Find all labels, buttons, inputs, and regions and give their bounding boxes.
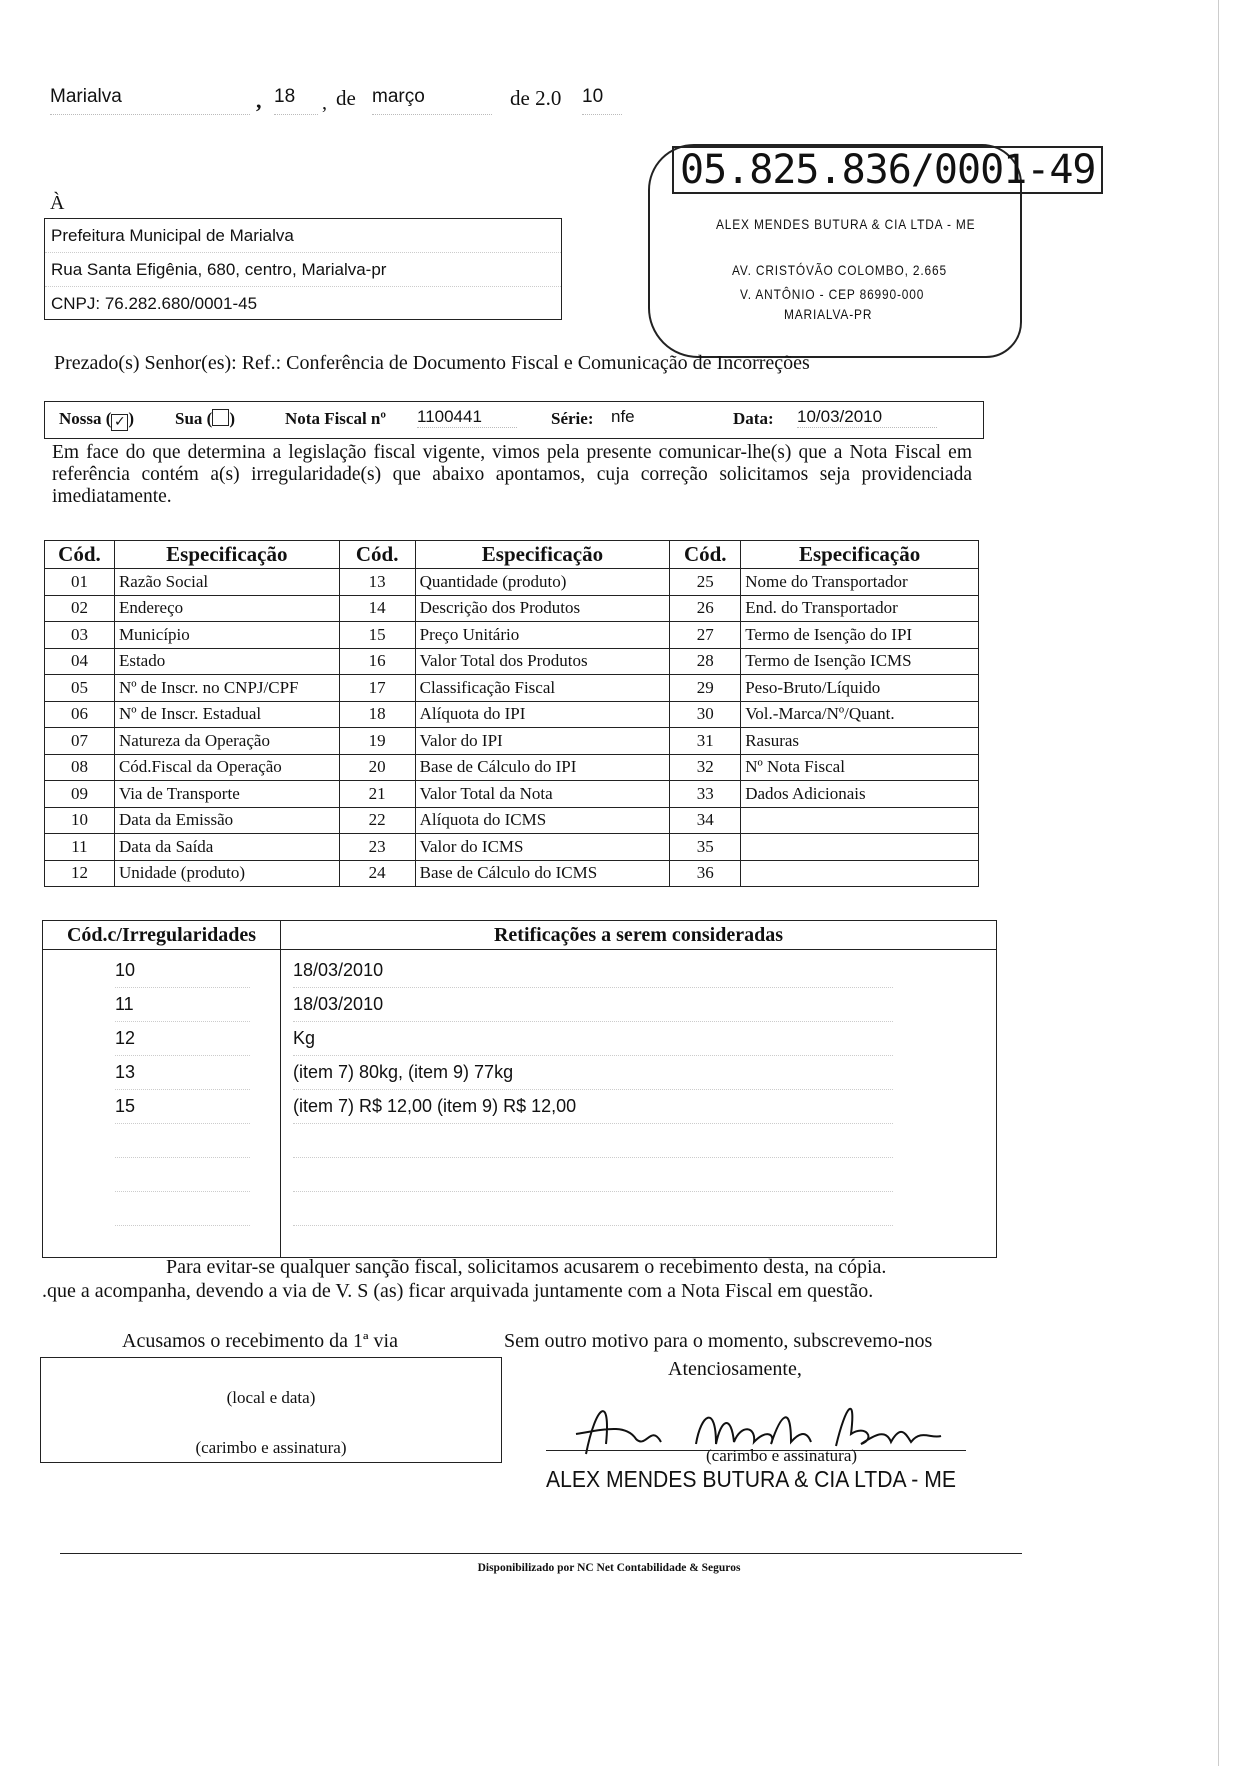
spec-cell: Razão Social — [114, 569, 339, 596]
stamp-town: MARIALVA-PR — [784, 306, 873, 322]
table-row — [45, 754, 979, 781]
code-cell: 31 — [670, 728, 741, 755]
spec-cell: Valor do IPI — [415, 728, 670, 755]
code-cell: 32 — [670, 754, 741, 781]
irregularity-correction: (item 7) 80kg, (item 9) 77kg — [293, 1055, 893, 1090]
stamp-signature-label: (carimbo e assinatura) — [195, 1438, 347, 1457]
irregularity-code: 13 — [115, 1055, 250, 1090]
spec-cell: Preço Unitário — [415, 622, 670, 649]
spec-cell: Unidade (produto) — [114, 860, 339, 887]
signature-caption: (carimbo e assinatura) — [706, 1446, 858, 1465]
codes-table — [44, 540, 979, 887]
table-row — [45, 781, 979, 808]
spec-cell: Dados Adicionais — [741, 781, 979, 808]
code-cell: 27 — [670, 622, 741, 649]
addressee-prefix: À — [50, 192, 65, 214]
irregularity-code: 10 — [115, 953, 250, 988]
local-date-label: (local e data) — [226, 1388, 316, 1407]
irregularity-code: 12 — [115, 1021, 250, 1056]
code-cell: 19 — [339, 728, 415, 755]
spec-cell: Vol.-Marca/Nº/Quant. — [741, 701, 979, 728]
spec-cell: Cód.Fiscal da Operação — [114, 754, 339, 781]
irregularity-code — [115, 1157, 250, 1192]
nota-value: 1100441 — [417, 407, 517, 428]
code-cell: 14 — [339, 595, 415, 622]
acknowledgement-title: Acusamos o recebimento da 1ª via — [122, 1330, 398, 1352]
irregularities-retification-header: Retificações a serem consideradas — [281, 921, 996, 950]
spec-cell: Data da Saída — [114, 834, 339, 861]
reference-bar — [44, 401, 984, 439]
spec-cell: Alíquota do IPI — [415, 701, 670, 728]
spec-cell: Valor Total dos Produtos — [415, 648, 670, 675]
code-cell: 28 — [670, 648, 741, 675]
irregularities-table — [42, 920, 997, 1258]
spec-cell: Rasuras — [741, 728, 979, 755]
closing-line: Sem outro motivo para o momento, subscrevemo-nos — [504, 1330, 933, 1352]
code-cell: 21 — [339, 781, 415, 808]
spec-cell: Nº Nota Fiscal — [741, 754, 979, 781]
spec-cell: Base de Cálculo do ICMS — [415, 860, 670, 887]
code-cell: 08 — [45, 754, 115, 781]
code-cell: 15 — [339, 622, 415, 649]
day-field: 18 — [274, 86, 318, 115]
spec-cell: Nome do Transportador — [741, 569, 979, 596]
irregularity-correction — [293, 1123, 893, 1158]
addressee-line: Rua Santa Efigênia, 680, centro, Marialva-pr — [45, 253, 561, 287]
code-cell: 20 — [339, 754, 415, 781]
addressee-box — [44, 218, 562, 320]
code-cell: 34 — [670, 807, 741, 834]
irregularities-code-header: Cód.c/Irregularidades — [43, 921, 281, 950]
code-cell: 36 — [670, 860, 741, 887]
nossa-checkbox[interactable]: ✓ — [111, 414, 128, 431]
table-row — [45, 595, 979, 622]
code-column-header: Cód. — [670, 541, 741, 569]
table-row — [45, 834, 979, 861]
year-field: 10 — [582, 86, 622, 115]
spec-column-header: Especificação — [741, 541, 979, 569]
intro-paragraph: Em face do que determina a legislação fiscal vigente, vimos pela presente comunicar-lhe(s) que a Nota Fiscal em referência contém a(s) irregularidade(s) que abaixo apontamos, cuja correção solicitamos seja providenciada imediatamente. — [52, 442, 972, 507]
code-cell: 11 — [45, 834, 115, 861]
table-row — [45, 728, 979, 755]
date-connector: de — [336, 86, 356, 110]
serie-label: Série: — [551, 409, 594, 428]
irregularity-code: 11 — [115, 987, 250, 1022]
spec-cell: Classificação Fiscal — [415, 675, 670, 702]
spec-cell — [741, 807, 979, 834]
sua-option[interactable]: Sua ( ) — [175, 409, 235, 428]
addressee-line: Prefeitura Municipal de Marialva — [45, 219, 561, 253]
irregularity-code: 15 — [115, 1089, 250, 1124]
footnote-line: .que a acompanha, devendo a via de V. S (as) ficar arquivada juntamente com a Nota Fiscal em questão. — [42, 1280, 874, 1302]
spec-cell: Nº de Inscr. Estadual — [114, 701, 339, 728]
code-cell: 33 — [670, 781, 741, 808]
spec-cell: Alíquota do ICMS — [415, 807, 670, 834]
table-row — [45, 569, 979, 596]
stamp-cnpj: 05.825.836/0001-49 — [672, 146, 1103, 194]
footer-rule — [60, 1553, 1022, 1554]
codes-header-row — [45, 541, 979, 569]
footnote-line: Para evitar-se qualquer sanção fiscal, solicitamos acusarem o recebimento desta, na cópia. — [166, 1256, 887, 1278]
table-row — [45, 701, 979, 728]
data-label: Data: — [733, 409, 774, 428]
irregularity-correction — [293, 1157, 893, 1192]
company-name: ALEX MENDES BUTURA & CIA LTDA - ME — [546, 1466, 956, 1492]
column-divider — [280, 921, 281, 1257]
table-row — [45, 622, 979, 649]
acknowledgement-box — [40, 1357, 502, 1463]
spec-column-header: Especificação — [114, 541, 339, 569]
code-cell: 02 — [45, 595, 115, 622]
code-cell: 30 — [670, 701, 741, 728]
code-cell: 09 — [45, 781, 115, 808]
table-row — [45, 675, 979, 702]
spec-cell: End. do Transportador — [741, 595, 979, 622]
code-cell: 24 — [339, 860, 415, 887]
code-cell: 16 — [339, 648, 415, 675]
code-cell: 05 — [45, 675, 115, 702]
stamp-address: AV. CRISTÓVÃO COLOMBO, 2.665 — [732, 262, 947, 278]
serie-value: nfe — [611, 407, 635, 426]
date-connector: de 2.0 — [510, 86, 562, 110]
table-row — [45, 648, 979, 675]
spec-cell: Valor do ICMS — [415, 834, 670, 861]
code-cell: 18 — [339, 701, 415, 728]
nossa-option[interactable]: Nossa ( ✓ ) — [59, 409, 135, 430]
table-row — [45, 860, 979, 887]
spec-cell — [741, 834, 979, 861]
spec-column-header: Especificação — [415, 541, 670, 569]
place-field: Marialva — [50, 86, 250, 115]
irregularity-code — [115, 1191, 250, 1226]
code-cell: 06 — [45, 701, 115, 728]
comma-mark: , — [256, 88, 262, 113]
code-column-header: Cód. — [45, 541, 115, 569]
regards-line: Atenciosamente, — [668, 1358, 802, 1380]
footer-credit: Disponibilizado por NC Net Contabilidade & Seguros — [477, 1562, 741, 1574]
code-cell: 07 — [45, 728, 115, 755]
spec-cell: Peso-Bruto/Líquido — [741, 675, 979, 702]
spec-cell: Data da Emissão — [114, 807, 339, 834]
irregularity-correction: (item 7) R$ 12,00 (item 9) R$ 12,00 — [293, 1089, 893, 1124]
irregularity-code — [115, 1123, 250, 1158]
code-cell: 35 — [670, 834, 741, 861]
code-cell: 26 — [670, 595, 741, 622]
spec-cell: Termo de Isenção do IPI — [741, 622, 979, 649]
spec-cell — [741, 860, 979, 887]
month-field: março — [372, 86, 492, 115]
code-cell: 10 — [45, 807, 115, 834]
spec-cell: Termo de Isenção ICMS — [741, 648, 979, 675]
spec-cell: Município — [114, 622, 339, 649]
code-cell: 29 — [670, 675, 741, 702]
data-value: 10/03/2010 — [797, 407, 937, 428]
sua-checkbox[interactable] — [212, 409, 229, 426]
irregularity-correction: 18/03/2010 — [293, 953, 893, 988]
comma-mark: , — [322, 92, 327, 114]
irregularity-correction — [293, 1191, 893, 1226]
spec-cell: Base de Cálculo do IPI — [415, 754, 670, 781]
code-cell: 13 — [339, 569, 415, 596]
spec-cell: Estado — [114, 648, 339, 675]
code-cell: 12 — [45, 860, 115, 887]
table-row — [45, 807, 979, 834]
irregularity-correction: Kg — [293, 1021, 893, 1056]
code-column-header: Cód. — [339, 541, 415, 569]
irregularity-correction: 18/03/2010 — [293, 987, 893, 1022]
code-cell: 25 — [670, 569, 741, 596]
code-cell: 01 — [45, 569, 115, 596]
code-cell: 22 — [339, 807, 415, 834]
nota-label: Nota Fiscal nº — [285, 409, 386, 428]
spec-cell: Quantidade (produto) — [415, 569, 670, 596]
spec-cell: Natureza da Operação — [114, 728, 339, 755]
spec-cell: Valor Total da Nota — [415, 781, 670, 808]
stamp-city: V. ANTÔNIO - CEP 86990-000 — [740, 286, 925, 302]
addressee-line: CNPJ: 76.282.680/0001-45 — [51, 294, 258, 313]
code-cell: 17 — [339, 675, 415, 702]
spec-cell: Nº de Inscr. no CNPJ/CPF — [114, 675, 339, 702]
spec-cell: Endereço — [114, 595, 339, 622]
code-cell: 03 — [45, 622, 115, 649]
spec-cell: Via de Transporte — [114, 781, 339, 808]
code-cell: 23 — [339, 834, 415, 861]
stamp-company-name: ALEX MENDES BUTURA & CIA LTDA - ME — [716, 216, 976, 232]
code-cell: 04 — [45, 648, 115, 675]
spec-cell: Descrição dos Produtos — [415, 595, 670, 622]
greeting-line: Prezado(s) Senhor(es): Ref.: Conferência de Documento Fiscal e Comunicação de Incorreções — [54, 352, 810, 374]
